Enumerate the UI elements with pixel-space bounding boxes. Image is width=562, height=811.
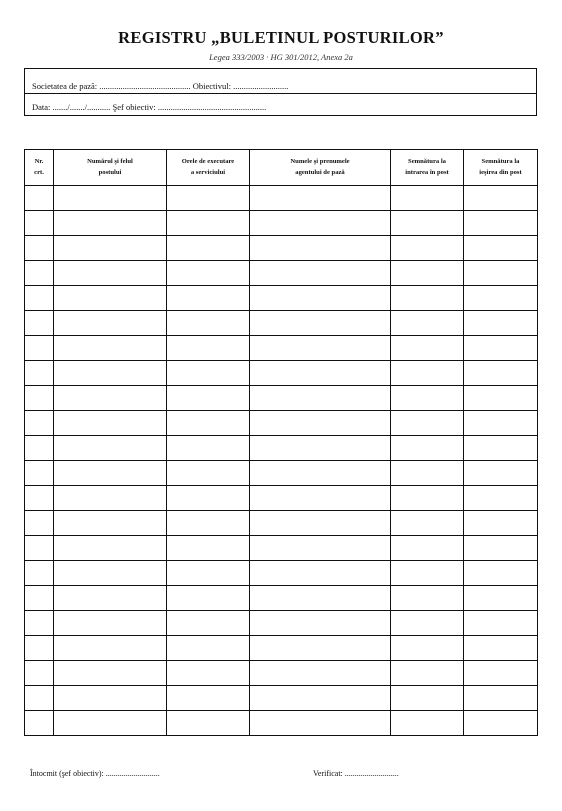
table-cell[interactable]: [167, 286, 250, 311]
table-cell[interactable]: [25, 186, 54, 211]
table-cell[interactable]: [167, 661, 250, 686]
table-cell[interactable]: [464, 661, 538, 686]
table-cell[interactable]: [464, 611, 538, 636]
table-cell[interactable]: [167, 336, 250, 361]
table-cell[interactable]: [25, 661, 54, 686]
table-cell[interactable]: [250, 586, 391, 611]
table-cell[interactable]: [391, 211, 464, 236]
table-row: [25, 561, 538, 586]
table-cell[interactable]: [25, 461, 54, 486]
table-cell[interactable]: [54, 661, 167, 686]
header-hours: Orele de executare a serviciului: [167, 150, 250, 186]
table-cell[interactable]: [167, 536, 250, 561]
table-cell[interactable]: [250, 536, 391, 561]
table-cell[interactable]: [167, 636, 250, 661]
table-cell[interactable]: [250, 461, 391, 486]
info-line-date: Data: ......./......./........... Şef obiectiv: ...................................................: [32, 102, 267, 112]
table-cell[interactable]: [167, 561, 250, 586]
table-cell[interactable]: [391, 636, 464, 661]
table-cell[interactable]: [167, 186, 250, 211]
table-cell[interactable]: [25, 711, 54, 736]
table-row: [25, 286, 538, 311]
table-header-row: [25, 150, 538, 186]
table-row: [25, 511, 538, 536]
table-cell[interactable]: [54, 186, 167, 211]
table-cell[interactable]: [167, 486, 250, 511]
table-cell[interactable]: [464, 311, 538, 336]
table-cell[interactable]: [167, 261, 250, 286]
table-cell[interactable]: [464, 461, 538, 486]
table-row: [25, 236, 538, 261]
table-cell[interactable]: [54, 361, 167, 386]
table-cell[interactable]: [391, 311, 464, 336]
table-cell[interactable]: [464, 486, 538, 511]
table-cell[interactable]: [54, 711, 167, 736]
table-cell[interactable]: [464, 236, 538, 261]
table-row: [25, 461, 538, 486]
table-cell[interactable]: [391, 261, 464, 286]
table-row: [25, 211, 538, 236]
table-cell[interactable]: [25, 486, 54, 511]
table-cell[interactable]: [25, 511, 54, 536]
table-cell[interactable]: [25, 636, 54, 661]
table-row: [25, 661, 538, 686]
table-cell[interactable]: [250, 286, 391, 311]
table-cell[interactable]: [54, 561, 167, 586]
table-cell[interactable]: [250, 486, 391, 511]
header-post: Numărul şi felul postului: [54, 150, 167, 186]
header-agent-name: Numele şi prenumele agentului de pază: [250, 150, 391, 186]
table-cell[interactable]: [464, 411, 538, 436]
table-row: [25, 436, 538, 461]
table-cell[interactable]: [167, 461, 250, 486]
table-cell[interactable]: [464, 511, 538, 536]
table-cell[interactable]: [25, 261, 54, 286]
table-cell[interactable]: [54, 436, 167, 461]
table-cell[interactable]: [54, 286, 167, 311]
table-cell[interactable]: [464, 711, 538, 736]
header-signature-out: Semnătura la ieşirea din post: [464, 150, 538, 186]
table-cell[interactable]: [250, 186, 391, 211]
table-cell[interactable]: [464, 536, 538, 561]
footer-prepared-by: Întocmit (şef obiectiv): ...........................: [30, 769, 160, 778]
page-subtitle: Legea 333/2003 · HG 301/2012, Anexa 2a: [209, 52, 353, 62]
table-cell[interactable]: [54, 636, 167, 661]
table-cell[interactable]: [464, 561, 538, 586]
table-cell[interactable]: [391, 411, 464, 436]
table-cell[interactable]: [167, 361, 250, 386]
info-separator: [25, 93, 536, 94]
table-cell[interactable]: [54, 336, 167, 361]
table-cell[interactable]: [391, 486, 464, 511]
table-cell[interactable]: [391, 511, 464, 536]
table-cell[interactable]: [250, 336, 391, 361]
table-cell[interactable]: [250, 561, 391, 586]
table-cell[interactable]: [250, 686, 391, 711]
table-row: [25, 261, 538, 286]
table-cell[interactable]: [25, 311, 54, 336]
table-cell[interactable]: [54, 586, 167, 611]
table-cell[interactable]: [167, 386, 250, 411]
table-cell[interactable]: [25, 611, 54, 636]
table-cell[interactable]: [167, 511, 250, 536]
table-row: [25, 586, 538, 611]
table-cell[interactable]: [54, 236, 167, 261]
table-cell[interactable]: [391, 586, 464, 611]
table-cell[interactable]: [25, 361, 54, 386]
table-cell[interactable]: [54, 611, 167, 636]
table-cell[interactable]: [25, 286, 54, 311]
table-cell[interactable]: [25, 386, 54, 411]
table-cell[interactable]: [464, 286, 538, 311]
table-cell[interactable]: [250, 236, 391, 261]
header-nr-crt: Nr. crt.: [25, 150, 54, 186]
table-cell[interactable]: [54, 511, 167, 536]
table-cell[interactable]: [391, 236, 464, 261]
table-row: [25, 711, 538, 736]
info-box: [24, 68, 537, 116]
table-cell[interactable]: [54, 461, 167, 486]
table-cell[interactable]: [391, 386, 464, 411]
table-cell[interactable]: [250, 636, 391, 661]
table-cell[interactable]: [391, 711, 464, 736]
table-cell[interactable]: [54, 686, 167, 711]
table-cell[interactable]: [167, 436, 250, 461]
table-cell[interactable]: [25, 236, 54, 261]
table-cell[interactable]: [464, 361, 538, 386]
table-cell[interactable]: [54, 261, 167, 286]
header-signature-in: Semnătura la intrarea în post: [391, 150, 464, 186]
table-cell[interactable]: [167, 711, 250, 736]
table-row: [25, 486, 538, 511]
table-cell[interactable]: [464, 436, 538, 461]
table-cell[interactable]: [54, 311, 167, 336]
table-cell[interactable]: [25, 561, 54, 586]
table-cell[interactable]: [25, 686, 54, 711]
table-cell[interactable]: [250, 511, 391, 536]
table-cell[interactable]: [250, 211, 391, 236]
table-cell[interactable]: [250, 711, 391, 736]
table-cell[interactable]: [464, 586, 538, 611]
table-cell[interactable]: [167, 211, 250, 236]
table-cell[interactable]: [25, 411, 54, 436]
table-cell[interactable]: [464, 386, 538, 411]
table-cell[interactable]: [250, 411, 391, 436]
table-row: [25, 311, 538, 336]
table-row: [25, 386, 538, 411]
table-cell[interactable]: [464, 636, 538, 661]
table-cell[interactable]: [25, 536, 54, 561]
table-row: [25, 411, 538, 436]
table-cell[interactable]: [391, 561, 464, 586]
table-cell[interactable]: [250, 361, 391, 386]
table-row: [25, 536, 538, 561]
table-cell[interactable]: [391, 286, 464, 311]
table-row: [25, 636, 538, 661]
table-cell[interactable]: [54, 536, 167, 561]
table-cell[interactable]: [391, 436, 464, 461]
table-cell[interactable]: [464, 686, 538, 711]
table-cell[interactable]: [167, 311, 250, 336]
table-cell[interactable]: [25, 211, 54, 236]
table-cell[interactable]: [25, 586, 54, 611]
footer-verified-by: Verificat: ...........................: [313, 769, 399, 778]
table-row: [25, 611, 538, 636]
table-cell[interactable]: [167, 236, 250, 261]
table-row: [25, 686, 538, 711]
table-cell[interactable]: [464, 211, 538, 236]
table-cell[interactable]: [250, 611, 391, 636]
table-cell[interactable]: [464, 336, 538, 361]
table-cell[interactable]: [391, 361, 464, 386]
table-cell[interactable]: [464, 261, 538, 286]
table-cell[interactable]: [391, 461, 464, 486]
table-row: [25, 361, 538, 386]
table-cell[interactable]: [54, 411, 167, 436]
table-cell[interactable]: [167, 611, 250, 636]
table-row: [25, 336, 538, 361]
table-cell[interactable]: [391, 336, 464, 361]
table-cell[interactable]: [250, 386, 391, 411]
table-cell[interactable]: [391, 686, 464, 711]
table-cell[interactable]: [250, 261, 391, 286]
table-cell[interactable]: [54, 211, 167, 236]
table-cell[interactable]: [54, 486, 167, 511]
table-cell[interactable]: [464, 186, 538, 211]
table-cell[interactable]: [167, 686, 250, 711]
table-cell[interactable]: [167, 411, 250, 436]
table-cell[interactable]: [391, 661, 464, 686]
register-table: [24, 149, 538, 736]
table-cell[interactable]: [167, 586, 250, 611]
table-cell[interactable]: [391, 611, 464, 636]
table-row: [25, 186, 538, 211]
table-cell[interactable]: [25, 436, 54, 461]
table-cell[interactable]: [391, 186, 464, 211]
table-cell[interactable]: [25, 336, 54, 361]
table-cell[interactable]: [250, 436, 391, 461]
page-title: REGISTRU „BULETINUL POSTURILOR”: [118, 28, 444, 47]
table-cell[interactable]: [391, 536, 464, 561]
table-cell[interactable]: [250, 661, 391, 686]
table-cell[interactable]: [54, 386, 167, 411]
table-cell[interactable]: [250, 311, 391, 336]
info-line-company: Societatea de pază: ........................................... Obiectivul: ..........................: [32, 81, 289, 91]
